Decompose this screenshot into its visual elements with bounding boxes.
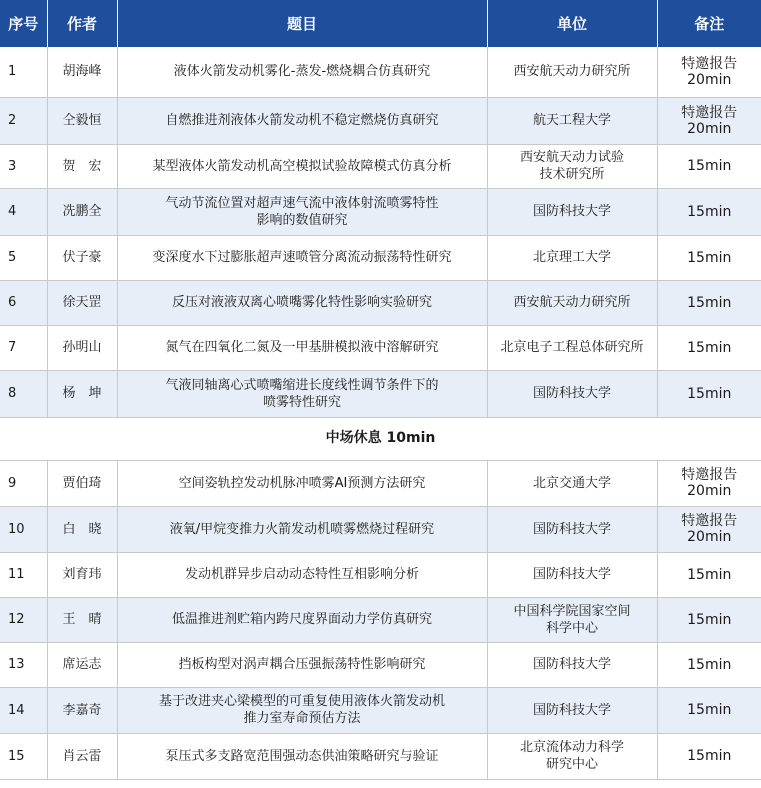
row-note: 15min <box>657 597 761 642</box>
row-number: 9 <box>0 460 47 506</box>
table-row <box>0 506 761 552</box>
break-label: 中场休息 10min <box>0 417 761 460</box>
row-number: 10 <box>0 506 47 552</box>
row-title: 基于改进夹心梁模型的可重复使用液体火箭发动机 推力室寿命预估方法 <box>117 687 487 733</box>
row-author: 王 晴 <box>47 597 117 642</box>
row-number: 7 <box>0 325 47 370</box>
break-row <box>0 417 761 460</box>
row-author: 席运志 <box>47 642 117 687</box>
row-note: 15min <box>657 552 761 597</box>
row-number: 11 <box>0 552 47 597</box>
row-author: 肖云雷 <box>47 733 117 779</box>
row-note: 特邀报告 20min <box>657 506 761 552</box>
row-note: 15min <box>657 733 761 779</box>
row-number: 4 <box>0 188 47 235</box>
row-note: 15min <box>657 280 761 325</box>
row-title: 空间姿轨控发动机脉冲喷雾AI预测方法研究 <box>117 460 487 506</box>
row-title: 变深度水下过膨胀超声速喷管分离流动振荡特性研究 <box>117 235 487 280</box>
table-row <box>0 325 761 370</box>
row-note: 15min <box>657 687 761 733</box>
row-number: 6 <box>0 280 47 325</box>
row-note: 15min <box>657 144 761 188</box>
row-number: 1 <box>0 47 47 97</box>
row-unit: 西安航天动力试验 技术研究所 <box>487 144 657 188</box>
row-title: 液体火箭发动机雾化-蒸发-燃烧耦合仿真研究 <box>117 47 487 97</box>
table-row <box>0 597 761 642</box>
row-author: 贾伯琦 <box>47 460 117 506</box>
row-author: 胡海峰 <box>47 47 117 97</box>
row-number: 14 <box>0 687 47 733</box>
table-row <box>0 687 761 733</box>
row-note: 15min <box>657 235 761 280</box>
header-author: 作者 <box>47 0 117 47</box>
table-row <box>0 733 761 779</box>
row-note: 特邀报告 20min <box>657 97 761 144</box>
row-unit: 国防科技大学 <box>487 552 657 597</box>
row-title: 氮气在四氧化二氮及一甲基肼模拟液中溶解研究 <box>117 325 487 370</box>
row-number: 5 <box>0 235 47 280</box>
row-unit: 国防科技大学 <box>487 642 657 687</box>
row-unit: 国防科技大学 <box>487 506 657 552</box>
row-author: 杨 坤 <box>47 370 117 417</box>
row-title: 自燃推进剂液体火箭发动机不稳定燃烧仿真研究 <box>117 97 487 144</box>
row-number: 15 <box>0 733 47 779</box>
table-row <box>0 144 761 188</box>
row-note: 特邀报告 20min <box>657 460 761 506</box>
row-title: 挡板构型对涡声耦合压强振荡特性影响研究 <box>117 642 487 687</box>
row-note: 15min <box>657 188 761 235</box>
row-number: 8 <box>0 370 47 417</box>
row-unit: 北京流体动力科学 研究中心 <box>487 733 657 779</box>
table-row <box>0 552 761 597</box>
table-row <box>0 460 761 506</box>
row-note: 15min <box>657 370 761 417</box>
row-title: 发动机群异步启动动态特性互相影响分析 <box>117 552 487 597</box>
row-author: 冼鹏全 <box>47 188 117 235</box>
row-title: 泵压式多支路宽范围强动态供油策略研究与验证 <box>117 733 487 779</box>
row-unit: 北京交通大学 <box>487 460 657 506</box>
row-unit: 北京电子工程总体研究所 <box>487 325 657 370</box>
row-unit: 北京理工大学 <box>487 235 657 280</box>
row-number: 12 <box>0 597 47 642</box>
row-author: 贺 宏 <box>47 144 117 188</box>
row-author: 仝毅恒 <box>47 97 117 144</box>
header-row <box>0 0 761 47</box>
row-title: 某型液体火箭发动机高空模拟试验故障模式仿真分析 <box>117 144 487 188</box>
row-author: 李嘉奇 <box>47 687 117 733</box>
row-author: 白 晓 <box>47 506 117 552</box>
row-author: 徐天罡 <box>47 280 117 325</box>
table-row <box>0 370 761 417</box>
table-row <box>0 235 761 280</box>
row-unit: 中国科学院国家空间 科学中心 <box>487 597 657 642</box>
row-unit: 国防科技大学 <box>487 687 657 733</box>
row-author: 孙明山 <box>47 325 117 370</box>
row-note: 15min <box>657 642 761 687</box>
row-title: 反压对液液双离心喷嘴雾化特性影响实验研究 <box>117 280 487 325</box>
row-note: 特邀报告 20min <box>657 47 761 97</box>
row-author: 伏子豪 <box>47 235 117 280</box>
table-row <box>0 188 761 235</box>
row-title: 气液同轴离心式喷嘴缩进长度线性调节条件下的 喷雾特性研究 <box>117 370 487 417</box>
row-title: 低温推进剂贮箱内跨尺度界面动力学仿真研究 <box>117 597 487 642</box>
row-unit: 航天工程大学 <box>487 97 657 144</box>
row-number: 2 <box>0 97 47 144</box>
row-title: 气动节流位置对超声速气流中液体射流喷雾特性 影响的数值研究 <box>117 188 487 235</box>
header-unit: 单位 <box>487 0 657 47</box>
table-row <box>0 280 761 325</box>
row-number: 13 <box>0 642 47 687</box>
table-row <box>0 47 761 97</box>
header-note: 备注 <box>657 0 761 47</box>
talks-first-half <box>0 47 761 417</box>
table-row <box>0 642 761 687</box>
table-row <box>0 97 761 144</box>
row-note: 15min <box>657 325 761 370</box>
row-unit: 西安航天动力研究所 <box>487 280 657 325</box>
header-title: 题目 <box>117 0 487 47</box>
row-unit: 国防科技大学 <box>487 188 657 235</box>
header-no: 序号 <box>0 0 47 47</box>
row-unit: 国防科技大学 <box>487 370 657 417</box>
break-section <box>0 417 761 460</box>
row-title: 液氧/甲烷变推力火箭发动机喷雾燃烧过程研究 <box>117 506 487 552</box>
row-number: 3 <box>0 144 47 188</box>
row-author: 刘育玮 <box>47 552 117 597</box>
row-unit: 西安航天动力研究所 <box>487 47 657 97</box>
talks-second-half <box>0 460 761 779</box>
